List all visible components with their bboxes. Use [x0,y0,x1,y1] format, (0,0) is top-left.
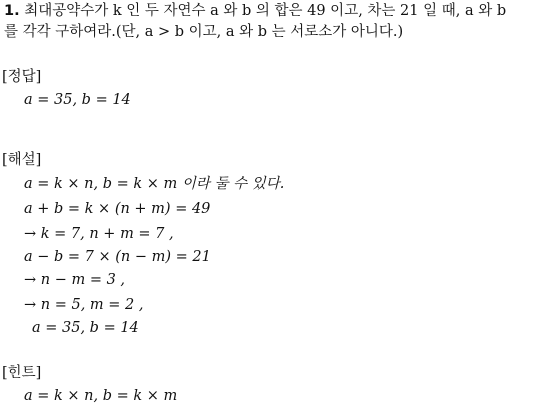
solution-line: → n − m = 3 , [24,272,126,288]
solution-line: a = k × n, b = k × m 이라 둘 수 있다. [24,176,285,192]
solution-line: → n = 5, m = 2 , [24,297,144,313]
answer-line: a = 35, b = 14 [24,92,131,108]
solution-heading: [해설] [2,152,42,168]
problem-text-line2: 를 각각 구하여라.(단, a > b 이고, a 와 b 는 서로소가 아니다.) [4,24,404,40]
solution-line: → k = 7, n + m = 7 , [24,226,174,242]
problem-number: 1. [4,3,20,19]
hint-heading: [힌트] [2,365,42,381]
solution-line: a + b = k × (n + m) = 49 [24,201,211,217]
problem-text-line1: 최대공약수가 k 인 두 자연수 a 와 b 의 합은 49 이고, 차는 21 일 때, a 와 b [24,3,507,19]
answer-heading: [정답] [2,69,42,85]
solution-line: a = 35, b = 14 [32,320,139,336]
solution-line: a − b = 7 × (n − m) = 21 [24,249,211,265]
hint-line: a = k × n, b = k × m [24,388,178,404]
